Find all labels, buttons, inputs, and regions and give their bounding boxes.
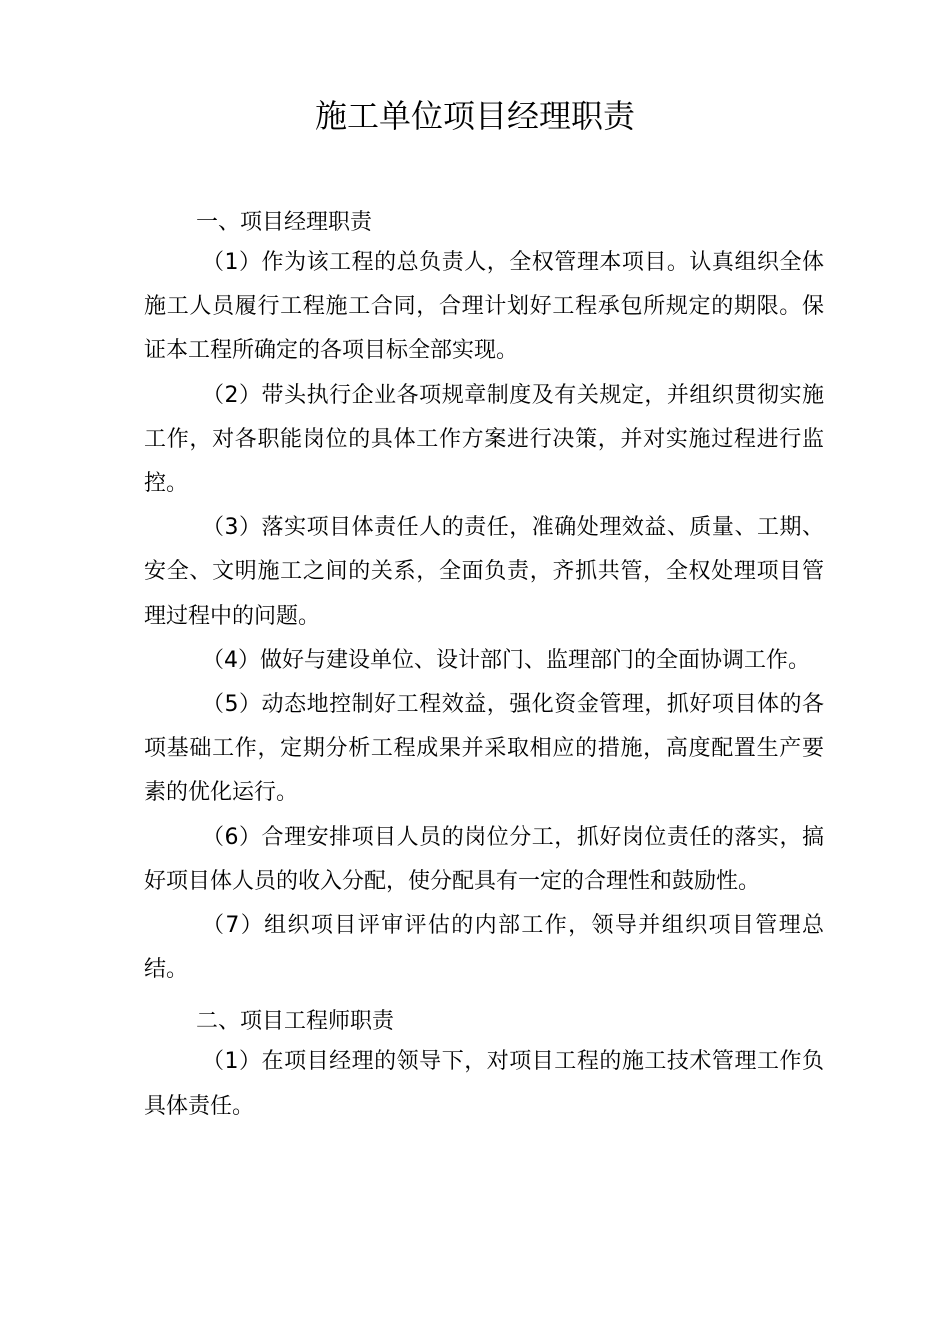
section-heading: 二、项目工程师职责 bbox=[196, 1009, 395, 1035]
document-body bbox=[144, 205, 824, 1129]
paragraph: （7）组织项目评审评估的内部工作，领导并组织项目管理总结。 bbox=[144, 913, 824, 983]
paragraph: （2）带头执行企业各项规章制度及有关规定，并组织贯彻实施工作，对各职能岗位的具体工作方案进行决策，并对实施过程进行监控。 bbox=[144, 382, 824, 497]
section-heading: 一、项目经理职责 bbox=[196, 210, 373, 235]
paragraph: （6）合理安排项目人员的岗位分工，抓好岗位责任的落实，搞好项目体人员的收入分配，使分配具有一定的合理性和鼓励性。 bbox=[144, 824, 824, 894]
paragraph: （1）在项目经理的领导下，对项目工程的施工技术管理工作负具体责任。 bbox=[144, 1049, 824, 1119]
paragraph: （5）动态地控制好工程效益，强化资金管理，抓好项目体的各项基础工作，定期分析工程成果并采取相应的措施，高度配置生产要素的优化运行。 bbox=[144, 692, 824, 806]
paragraph: （1）作为该工程的总负责人，全权管理本项目。认真组织全体施工人员履行工程施工合同，合理计划好工程承包所规定的期限。保证本工程所确定的各项目标全部实现。 bbox=[144, 250, 824, 364]
document-title: 施工单位项目经理职责 bbox=[314, 97, 635, 135]
paragraph: （3）落实项目体责任人的责任，准确处理效益、质量、工期、安全、文明施工之间的关系，全面负责，齐抓共管，全权处理项目管理过程中的问题。 bbox=[144, 515, 824, 629]
paragraph: （4）做好与建设单位、设计部门、监理部门的全面协调工作。 bbox=[202, 647, 810, 673]
